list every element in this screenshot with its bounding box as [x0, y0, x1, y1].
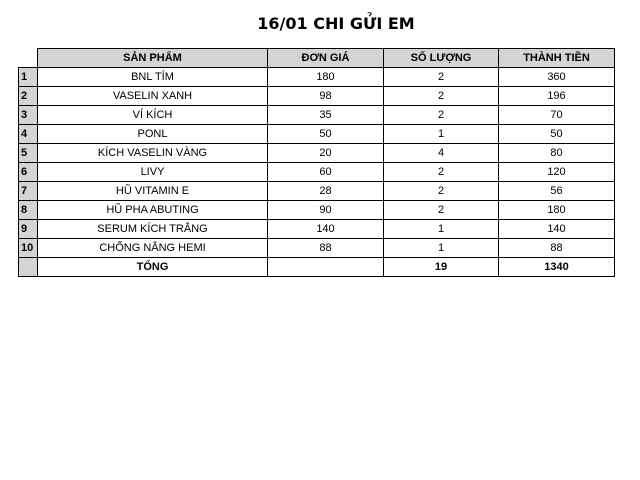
table-row [19, 239, 615, 258]
row-number-cell[interactable]: 4 [19, 125, 38, 144]
row-number-cell[interactable]: 7 [19, 182, 38, 201]
table-row [19, 163, 615, 182]
table-row [19, 182, 615, 201]
unit-price-cell[interactable]: 180 [268, 68, 384, 87]
product-cell[interactable]: VÍ KÍCH [38, 106, 268, 125]
unit-price-cell[interactable]: 140 [268, 220, 384, 239]
quantity-cell[interactable]: 2 [384, 182, 499, 201]
quantity-cell[interactable]: 2 [384, 87, 499, 106]
header-quantity[interactable]: SỐ LƯỢNG [384, 49, 499, 68]
row-number-cell[interactable]: 2 [19, 87, 38, 106]
product-cell[interactable]: BNL TÍM [38, 68, 268, 87]
unit-price-cell[interactable]: 20 [268, 144, 384, 163]
row-number-cell[interactable]: 5 [19, 144, 38, 163]
corner-cell [19, 49, 38, 68]
product-cell[interactable]: SERUM KÍCH TRẮNG [38, 220, 268, 239]
table-row [19, 125, 615, 144]
table-row [19, 87, 615, 106]
quantity-cell[interactable]: 2 [384, 68, 499, 87]
amount-cell[interactable]: 56 [499, 182, 615, 201]
table-row [19, 106, 615, 125]
amount-cell[interactable]: 196 [499, 87, 615, 106]
unit-price-cell[interactable]: 88 [268, 239, 384, 258]
product-cell[interactable]: CHỐNG NẮNG HEMI [38, 239, 268, 258]
total-row [19, 258, 615, 277]
row-number-cell[interactable]: 3 [19, 106, 38, 125]
unit-price-cell[interactable]: 90 [268, 201, 384, 220]
quantity-cell[interactable]: 4 [384, 144, 499, 163]
row-number-cell[interactable]: 8 [19, 201, 38, 220]
quantity-cell[interactable]: 1 [384, 239, 499, 258]
table-body [19, 68, 615, 277]
unit-price-cell[interactable]: 50 [268, 125, 384, 144]
row-number-cell[interactable]: 1 [19, 68, 38, 87]
product-cell[interactable]: KÍCH VASELIN VÀNG [38, 144, 268, 163]
total-unit-price-cell[interactable] [268, 258, 384, 277]
total-amount-cell[interactable]: 1340 [499, 258, 615, 277]
order-table [18, 48, 615, 277]
product-cell[interactable]: HŨ VITAMIN E [38, 182, 268, 201]
row-number-cell[interactable]: 10 [19, 239, 38, 258]
total-label-cell[interactable]: TỔNG [38, 258, 268, 277]
unit-price-cell[interactable]: 28 [268, 182, 384, 201]
table-row [19, 144, 615, 163]
header-row [19, 49, 615, 68]
amount-cell[interactable]: 120 [499, 163, 615, 182]
amount-cell[interactable]: 70 [499, 106, 615, 125]
product-cell[interactable]: VASELIN XANH [38, 87, 268, 106]
sheet-title: 16/01 CHI GỬI EM [257, 14, 415, 33]
quantity-cell[interactable]: 2 [384, 106, 499, 125]
header-product[interactable]: SẢN PHẨM [38, 49, 268, 68]
amount-cell[interactable]: 50 [499, 125, 615, 144]
amount-cell[interactable]: 360 [499, 68, 615, 87]
quantity-cell[interactable]: 1 [384, 220, 499, 239]
product-cell[interactable]: PONL [38, 125, 268, 144]
total-row-number-cell[interactable] [19, 258, 38, 277]
row-number-cell[interactable]: 9 [19, 220, 38, 239]
amount-cell[interactable]: 140 [499, 220, 615, 239]
quantity-cell[interactable]: 2 [384, 163, 499, 182]
amount-cell[interactable]: 180 [499, 201, 615, 220]
unit-price-cell[interactable]: 60 [268, 163, 384, 182]
product-cell[interactable]: HŨ PHA ABUTING [38, 201, 268, 220]
table-row [19, 220, 615, 239]
quantity-cell[interactable]: 2 [384, 201, 499, 220]
amount-cell[interactable]: 88 [499, 239, 615, 258]
amount-cell[interactable]: 80 [499, 144, 615, 163]
unit-price-cell[interactable]: 35 [268, 106, 384, 125]
table-row [19, 201, 615, 220]
row-number-cell[interactable]: 6 [19, 163, 38, 182]
product-cell[interactable]: LIVY [38, 163, 268, 182]
unit-price-cell[interactable]: 98 [268, 87, 384, 106]
header-amount[interactable]: THÀNH TIỀN [499, 49, 615, 68]
total-quantity-cell[interactable]: 19 [384, 258, 499, 277]
table-row [19, 68, 615, 87]
quantity-cell[interactable]: 1 [384, 125, 499, 144]
header-unit-price[interactable]: ĐƠN GIÁ [268, 49, 384, 68]
